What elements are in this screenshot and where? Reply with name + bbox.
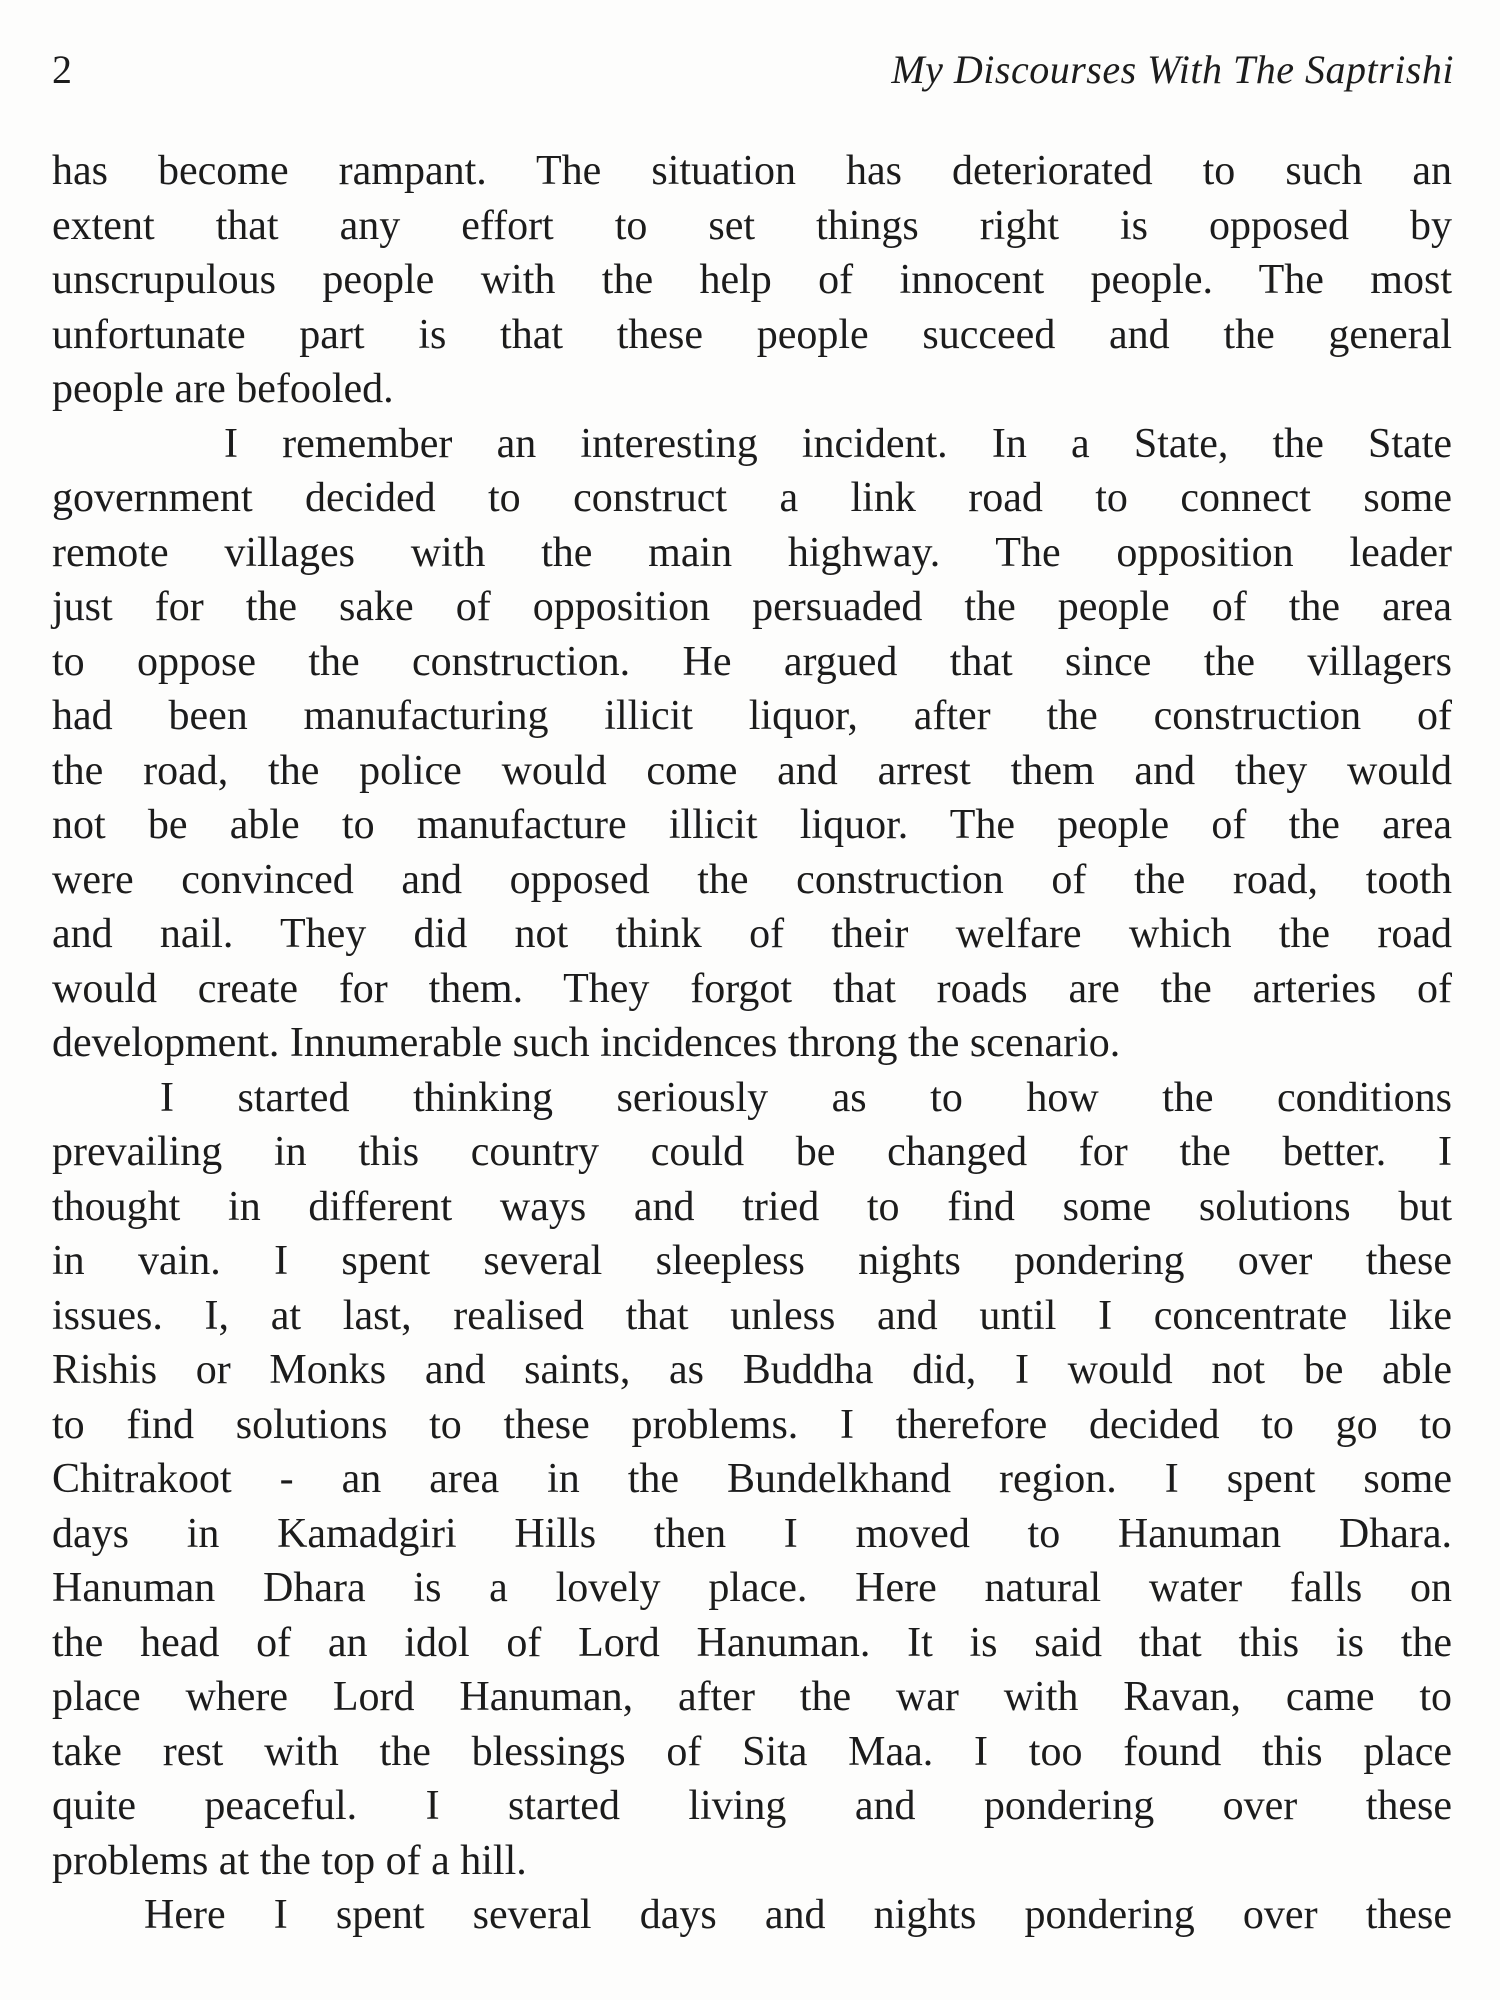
- text-line: has become rampant. The situation has deteriorated to such an: [52, 148, 1452, 194]
- book-title: My Discourses With The Saptrishi: [891, 47, 1454, 92]
- body-text: [52, 144, 1452, 1943]
- text-line: take rest with the blessings of Sita Maa. I too found this place: [52, 1728, 1452, 1775]
- text-line: were convinced and opposed the construction of the road, tooth: [52, 856, 1452, 903]
- text-line: prevailing in this country could be changed for the better. I: [52, 1129, 1452, 1175]
- text-line: and nail. They did not think of their welfare which the road: [52, 911, 1452, 957]
- text-line: had been manufacturing illicit liquor, after the construction of: [52, 693, 1452, 739]
- text-line: remote villages with the main highway. The opposition leader: [52, 529, 1452, 576]
- text-line: extent that any effort to set things right is opposed by: [52, 202, 1452, 249]
- text-line: Chitrakoot - an area in the Bundelkhand region. I spent some: [52, 1456, 1452, 1502]
- text-line: Hanuman Dhara is a lovely place. Here natural water falls on: [52, 1565, 1452, 1611]
- text-line: Rishis or Monks and saints, as Buddha did, I would not be able: [52, 1347, 1452, 1393]
- text-line: place where Lord Hanuman, after the war with Ravan, came to: [52, 1674, 1452, 1720]
- paragraph-2: [52, 417, 1452, 1071]
- text-line: development. Innumerable such incidences throng the scenario.: [52, 1020, 1121, 1066]
- running-head: [52, 40, 1454, 100]
- text-line: I remember an interesting incident. In a State, the State: [224, 420, 1452, 467]
- text-line: to find solutions to these problems. I therefore decided to go to: [52, 1401, 1452, 1448]
- paragraph-1: [52, 144, 1452, 417]
- text-line: quite peaceful. I started living and pondering over these: [52, 1783, 1452, 1829]
- text-line: I started thinking seriously as to how the conditions: [160, 1074, 1452, 1121]
- text-line: days in Kamadgiri Hills then I moved to Hanuman Dhara.: [52, 1510, 1452, 1557]
- text-line: people are befooled.: [52, 366, 394, 412]
- text-line: not be able to manufacture illicit liquor. The people of the area: [52, 802, 1452, 848]
- text-line: problems at the top of a hill.: [52, 1837, 527, 1884]
- text-line: would create for them. They forgot that roads are the arteries of: [52, 965, 1452, 1012]
- text-line: in vain. I spent several sleepless nights pondering over these: [52, 1238, 1452, 1284]
- text-line: government decided to construct a link road to connect some: [52, 475, 1452, 521]
- text-line: issues. I, at last, realised that unless and until I concentrate like: [52, 1292, 1452, 1339]
- paragraph-4: [52, 1888, 1452, 1943]
- text-line: thought in different ways and tried to find some solutions but: [52, 1183, 1452, 1230]
- paragraph-3: [52, 1071, 1452, 1889]
- text-line: the head of an idol of Lord Hanuman. It is said that this is the: [52, 1619, 1452, 1666]
- text-line: unfortunate part is that these people succeed and the general: [52, 311, 1452, 358]
- text-line: just for the sake of opposition persuaded the people of the area: [52, 584, 1452, 630]
- page-number: 2: [52, 47, 72, 92]
- text-line: Here I spent several days and nights pondering over these: [144, 1892, 1452, 1938]
- text-line: unscrupulous people with the help of innocent people. The most: [52, 257, 1452, 303]
- text-line: the road, the police would come and arrest them and they would: [52, 747, 1452, 794]
- text-line: to oppose the construction. He argued that since the villagers: [52, 638, 1452, 685]
